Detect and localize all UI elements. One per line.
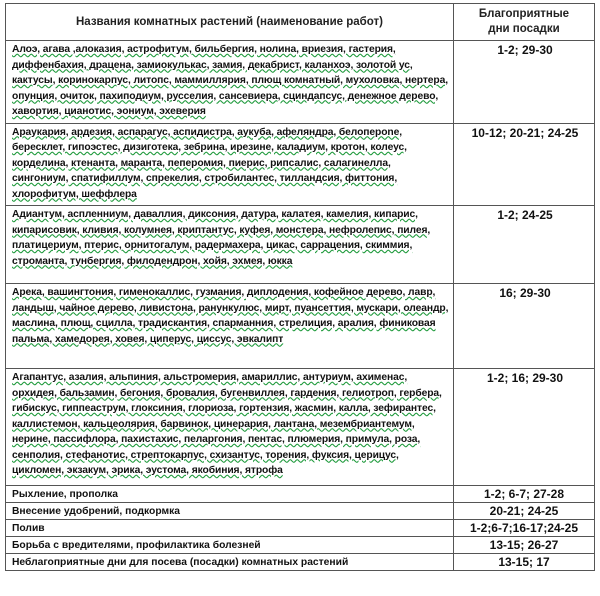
table-row xyxy=(6,520,595,537)
table-row xyxy=(6,123,595,206)
plant-group-days: 1-2; 16; 29-30 xyxy=(454,369,595,486)
plant-group-list xyxy=(6,369,454,486)
plant-group-text: Агапантус, азалия, альпиния, альстромерия, амариллис, антуриум, ахименас, орхидея, бальзамин, бегония, бровалия, бугенвиллея, гардения, гелиотроп, гербера, гибискус, гиппеаструм, глоксиния, глориоза, гортензия, жасмин, калла, зефирантес, каллистемон, кальцеолярия, барвинок, цинерария, лантана, мезембриантемум, нерине, пассифлора, пахистахис, пеларгония, пентас, плюмерия, примула, роза, сенполия, стефанотис, стрептокарпус, схизантус, торения, фуксия, церицус, цикломен, экзакум, эрика, эустома, якобиния, ятрофа xyxy=(12,372,442,476)
table-row xyxy=(6,369,595,486)
plant-group-days: 1-2; 24-25 xyxy=(454,206,595,284)
activity-days: 1-2; 6-7; 27-28 xyxy=(454,486,595,503)
plant-group-text: Араукария, ардезия, аспарагус, аспидистра, аукуба, афеляндра, белоперone, бересклет, гипоэстес, дизиготека, зебрина, ирезине, каладиум, кротон, колеус, корделина, ктенанта, маранта, пеперомия, пиерис, рипсалис, салагинелла, сингониум, спатифиллум, спрекелия, стробилантес, тилландсия, фиттония, хлорофитум, шеффлера xyxy=(12,126,407,200)
activity-label: Борьба с вредителями, профилактика болезней xyxy=(6,537,454,554)
activity-days: 13-15; 17 xyxy=(454,554,595,571)
activity-label: Неблагоприятные дни для посева (посадки) комнатных растений xyxy=(6,554,454,571)
planting-calendar-table xyxy=(5,3,595,571)
activity-days: 13-15; 26-27 xyxy=(454,537,595,554)
plant-group-days: 16; 29-30 xyxy=(454,284,595,369)
table-row xyxy=(6,41,595,124)
header-plant-names: Названия комнатных растений (наименование работ) xyxy=(6,4,454,41)
activity-label: Полив xyxy=(6,520,454,537)
plant-group-text: Адиантум, аспленниум, даваллия, диксония, датура, калатея, камелия, кипарис, кипарисовик, кливия, колумнея, криптантус, куфея, монстера, нефролепис, пилея, платицериум, птерис, орнитогалум, радермахера, цикас, саррацения, скиммия, строманта, тунбергия, филодендрон, хойя, эхмея, юкка xyxy=(12,209,431,267)
plant-group-days: 10-12; 20-21; 24-25 xyxy=(454,123,595,206)
table-row xyxy=(6,206,595,284)
table-row xyxy=(6,284,595,369)
table-row xyxy=(6,503,595,520)
activity-label: Рыхление, прополка xyxy=(6,486,454,503)
activity-days: 20-21; 24-25 xyxy=(454,503,595,520)
plant-group-days: 1-2; 29-30 xyxy=(454,41,595,124)
activity-days: 1-2;6-7;16-17;24-25 xyxy=(454,520,595,537)
header-favorable-days-line1: Благоприятные xyxy=(478,8,570,20)
table-row xyxy=(6,486,595,503)
plant-group-list xyxy=(6,123,454,206)
plant-group-text: Алоэ, агава ,алоказия, астрофитум, бильбергия, нолина, вриезия, гастерия, диффенбахия, драцена, замиокулькас, замия, декабрист, каланхоэ, золотой ус, кактусы, коринокарпус, литопс, маммиллярия, плющ комнатный, мухоловка, нертера, опунция, очиток, пахиподиум, русселия, сансевиера, сциндапсус, денежное дерево, хавортия, цианотис, эониум, эхеверия xyxy=(12,44,448,117)
header-favorable-days xyxy=(454,4,595,41)
plant-group-list xyxy=(6,206,454,284)
table-row xyxy=(6,537,595,554)
activity-label: Внесение удобрений, подкормка xyxy=(6,503,454,520)
header-favorable-days-line2: дни посадки xyxy=(488,23,560,35)
table-row xyxy=(6,554,595,571)
plant-group-list xyxy=(6,41,454,124)
plant-group-list xyxy=(6,284,454,369)
table-header-row xyxy=(6,4,595,41)
plant-group-text: Арека, вашингтония, гименокаллис, гузмания, диплодения, кофейное дерево, лавр, ландыш, чайное дерево, ливистона, ранункулюс, мирт, пуансеттия, мускари, олеандр, маслина, плющ, сцилла, традискантия, спарманния, стрелиция, аралия, финиковая пальма, хамедорея, ховея, циперус, циссус, эвкалипт xyxy=(12,287,449,345)
